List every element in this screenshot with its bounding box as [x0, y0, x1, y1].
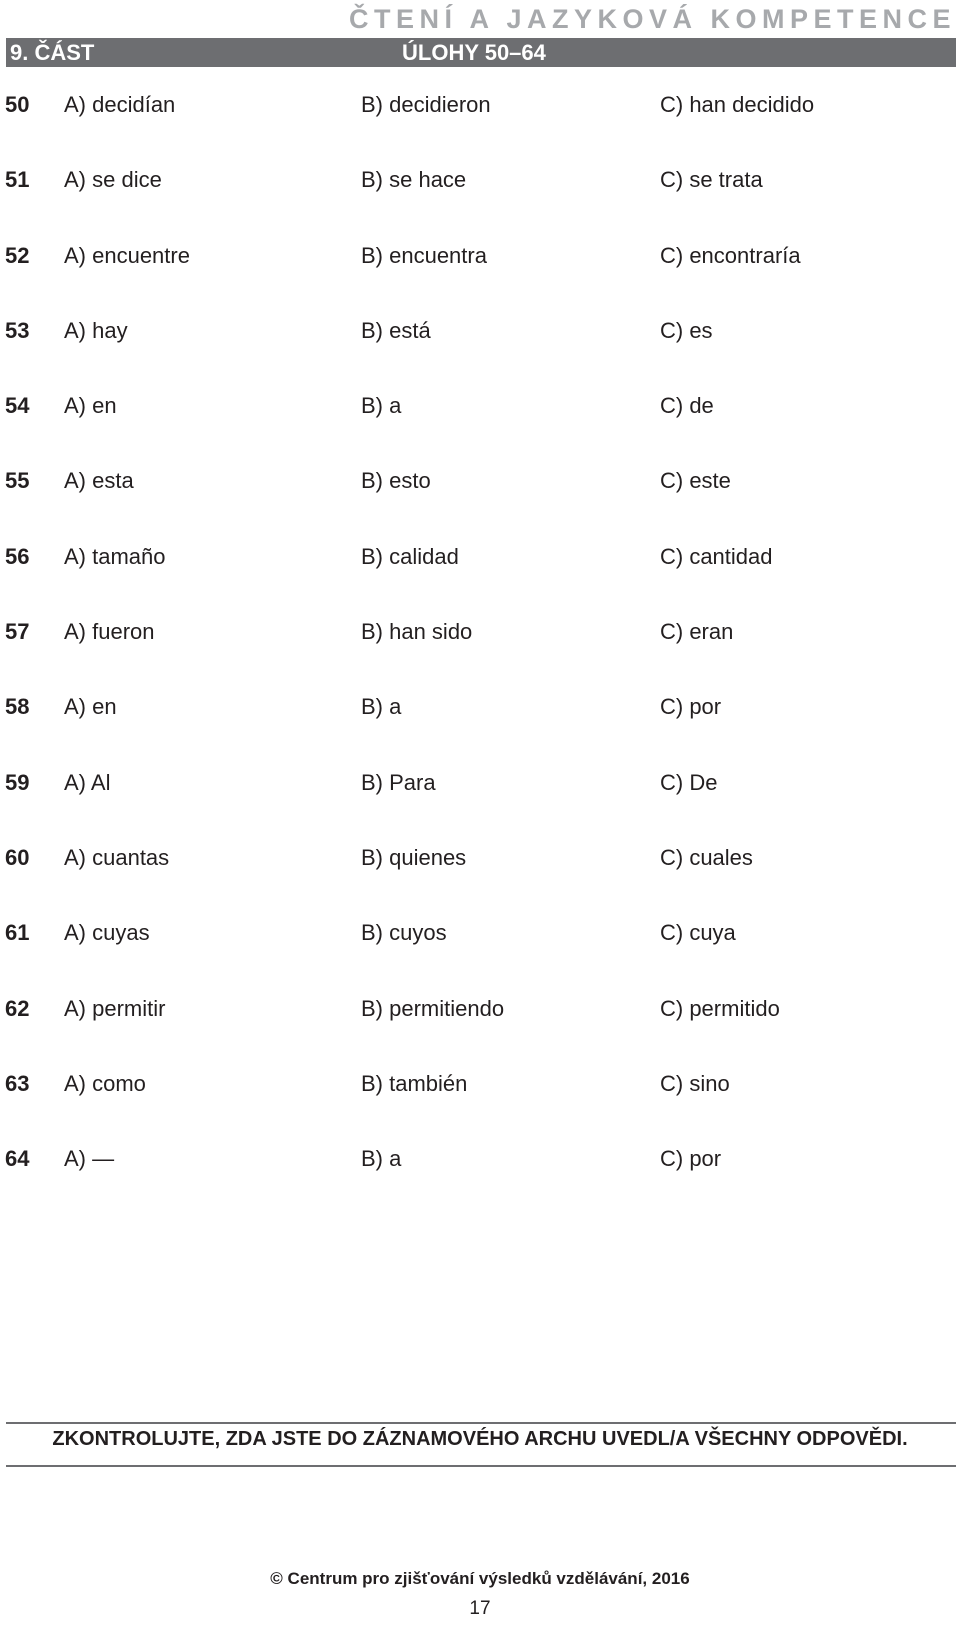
tasks-label: ÚLOHY 50–64: [402, 40, 546, 65]
question-number: 54: [5, 393, 30, 419]
option-a: A) decidían: [64, 92, 176, 117]
option-c: C) este: [660, 468, 731, 494]
question-row: [0, 443, 960, 518]
option-a: A) como: [64, 1070, 146, 1096]
question-number: 57: [5, 619, 30, 645]
question-number: 63: [5, 1070, 30, 1096]
option-b: B) cuyos: [361, 920, 447, 946]
option-a: A) tamaño: [64, 543, 166, 569]
question-number: 55: [5, 468, 30, 494]
option-a: A) —: [64, 1146, 115, 1172]
question-row: [0, 368, 960, 443]
option-c: C) De: [660, 769, 718, 795]
option-a: A) Al: [64, 769, 111, 795]
option-c: C) se trata: [660, 167, 763, 193]
option-c: C) cuales: [660, 844, 753, 870]
question-number: 51: [5, 167, 30, 193]
option-a: A) permitir: [64, 995, 166, 1021]
question-number: 52: [5, 242, 30, 268]
option-a: A) hay: [64, 317, 128, 343]
question-row: [0, 519, 960, 594]
option-c: C) encontraría: [660, 242, 801, 268]
option-b: B) calidad: [361, 543, 459, 569]
section-title: ČTENÍ A JAZYKOVÁ KOMPETENCE: [348, 4, 956, 34]
check-answers-note: ZKONTROLUJTE, ZDA JSTE DO ZÁZNAMOVÉHO ARCHU UVEDL/A VŠECHNY ODPOVĚDI.: [52, 1428, 908, 1450]
option-a: A) esta: [64, 468, 134, 494]
option-b: B) se hace: [361, 167, 467, 193]
question-row: [0, 971, 960, 1046]
question-number: 61: [5, 920, 30, 946]
part-label: 9. ČÁST: [10, 40, 95, 65]
option-b: B) a: [361, 393, 402, 419]
option-a: A) se dice: [64, 167, 162, 193]
option-a: A) cuyas: [64, 920, 150, 946]
question-row: [0, 669, 960, 744]
question-row: [0, 218, 960, 293]
option-b: B) está: [361, 317, 431, 343]
option-b: B) esto: [361, 468, 431, 494]
question-row: [0, 745, 960, 820]
option-c: C) permitido: [660, 995, 780, 1021]
option-c: C) es: [660, 317, 713, 343]
option-a: A) en: [64, 393, 117, 419]
question-number: 58: [5, 694, 30, 720]
option-b: B) quienes: [361, 844, 467, 870]
divider-bottom: [6, 1465, 956, 1467]
question-number: 53: [5, 317, 30, 343]
option-c: C) eran: [660, 619, 734, 645]
option-a: A) cuantas: [64, 844, 170, 870]
option-b: B) permitiendo: [361, 995, 505, 1021]
question-list: [0, 67, 960, 1196]
option-c: C) por: [660, 1146, 722, 1172]
copyright-notice: © Centrum pro zjišťování výsledků vzdělávání, 2016: [270, 1569, 690, 1588]
question-row: [0, 142, 960, 217]
question-number: 62: [5, 995, 30, 1021]
question-number: 60: [5, 844, 30, 870]
question-row: [0, 293, 960, 368]
option-c: C) por: [660, 694, 722, 720]
option-b: B) a: [361, 694, 402, 720]
question-number: 64: [5, 1146, 30, 1172]
question-number: 50: [5, 92, 30, 117]
question-row: [0, 67, 960, 142]
question-row: [0, 594, 960, 669]
option-a: A) en: [64, 694, 117, 720]
option-c: C) de: [660, 393, 714, 419]
question-row: [0, 895, 960, 970]
option-b: B) han sido: [361, 619, 473, 645]
option-b: B) Para: [361, 769, 436, 795]
question-row: [0, 1046, 960, 1121]
divider-top: [6, 1422, 956, 1424]
option-a: A) encuentre: [64, 242, 190, 268]
question-number: 56: [5, 543, 30, 569]
option-b: B) también: [361, 1070, 468, 1096]
option-a: A) fueron: [64, 619, 155, 645]
option-b: B) encuentra: [361, 242, 487, 268]
option-b: B) a: [361, 1146, 402, 1172]
question-row: [0, 820, 960, 895]
question-number: 59: [5, 769, 30, 795]
option-c: C) cuya: [660, 920, 736, 946]
part-header-bar: [6, 38, 956, 67]
option-b: B) decidieron: [361, 92, 491, 117]
question-row: [0, 1121, 960, 1196]
page-number: 17: [469, 1598, 491, 1619]
option-c: C) sino: [660, 1070, 730, 1096]
option-c: C) cantidad: [660, 543, 773, 569]
option-c: C) han decidido: [660, 92, 815, 117]
